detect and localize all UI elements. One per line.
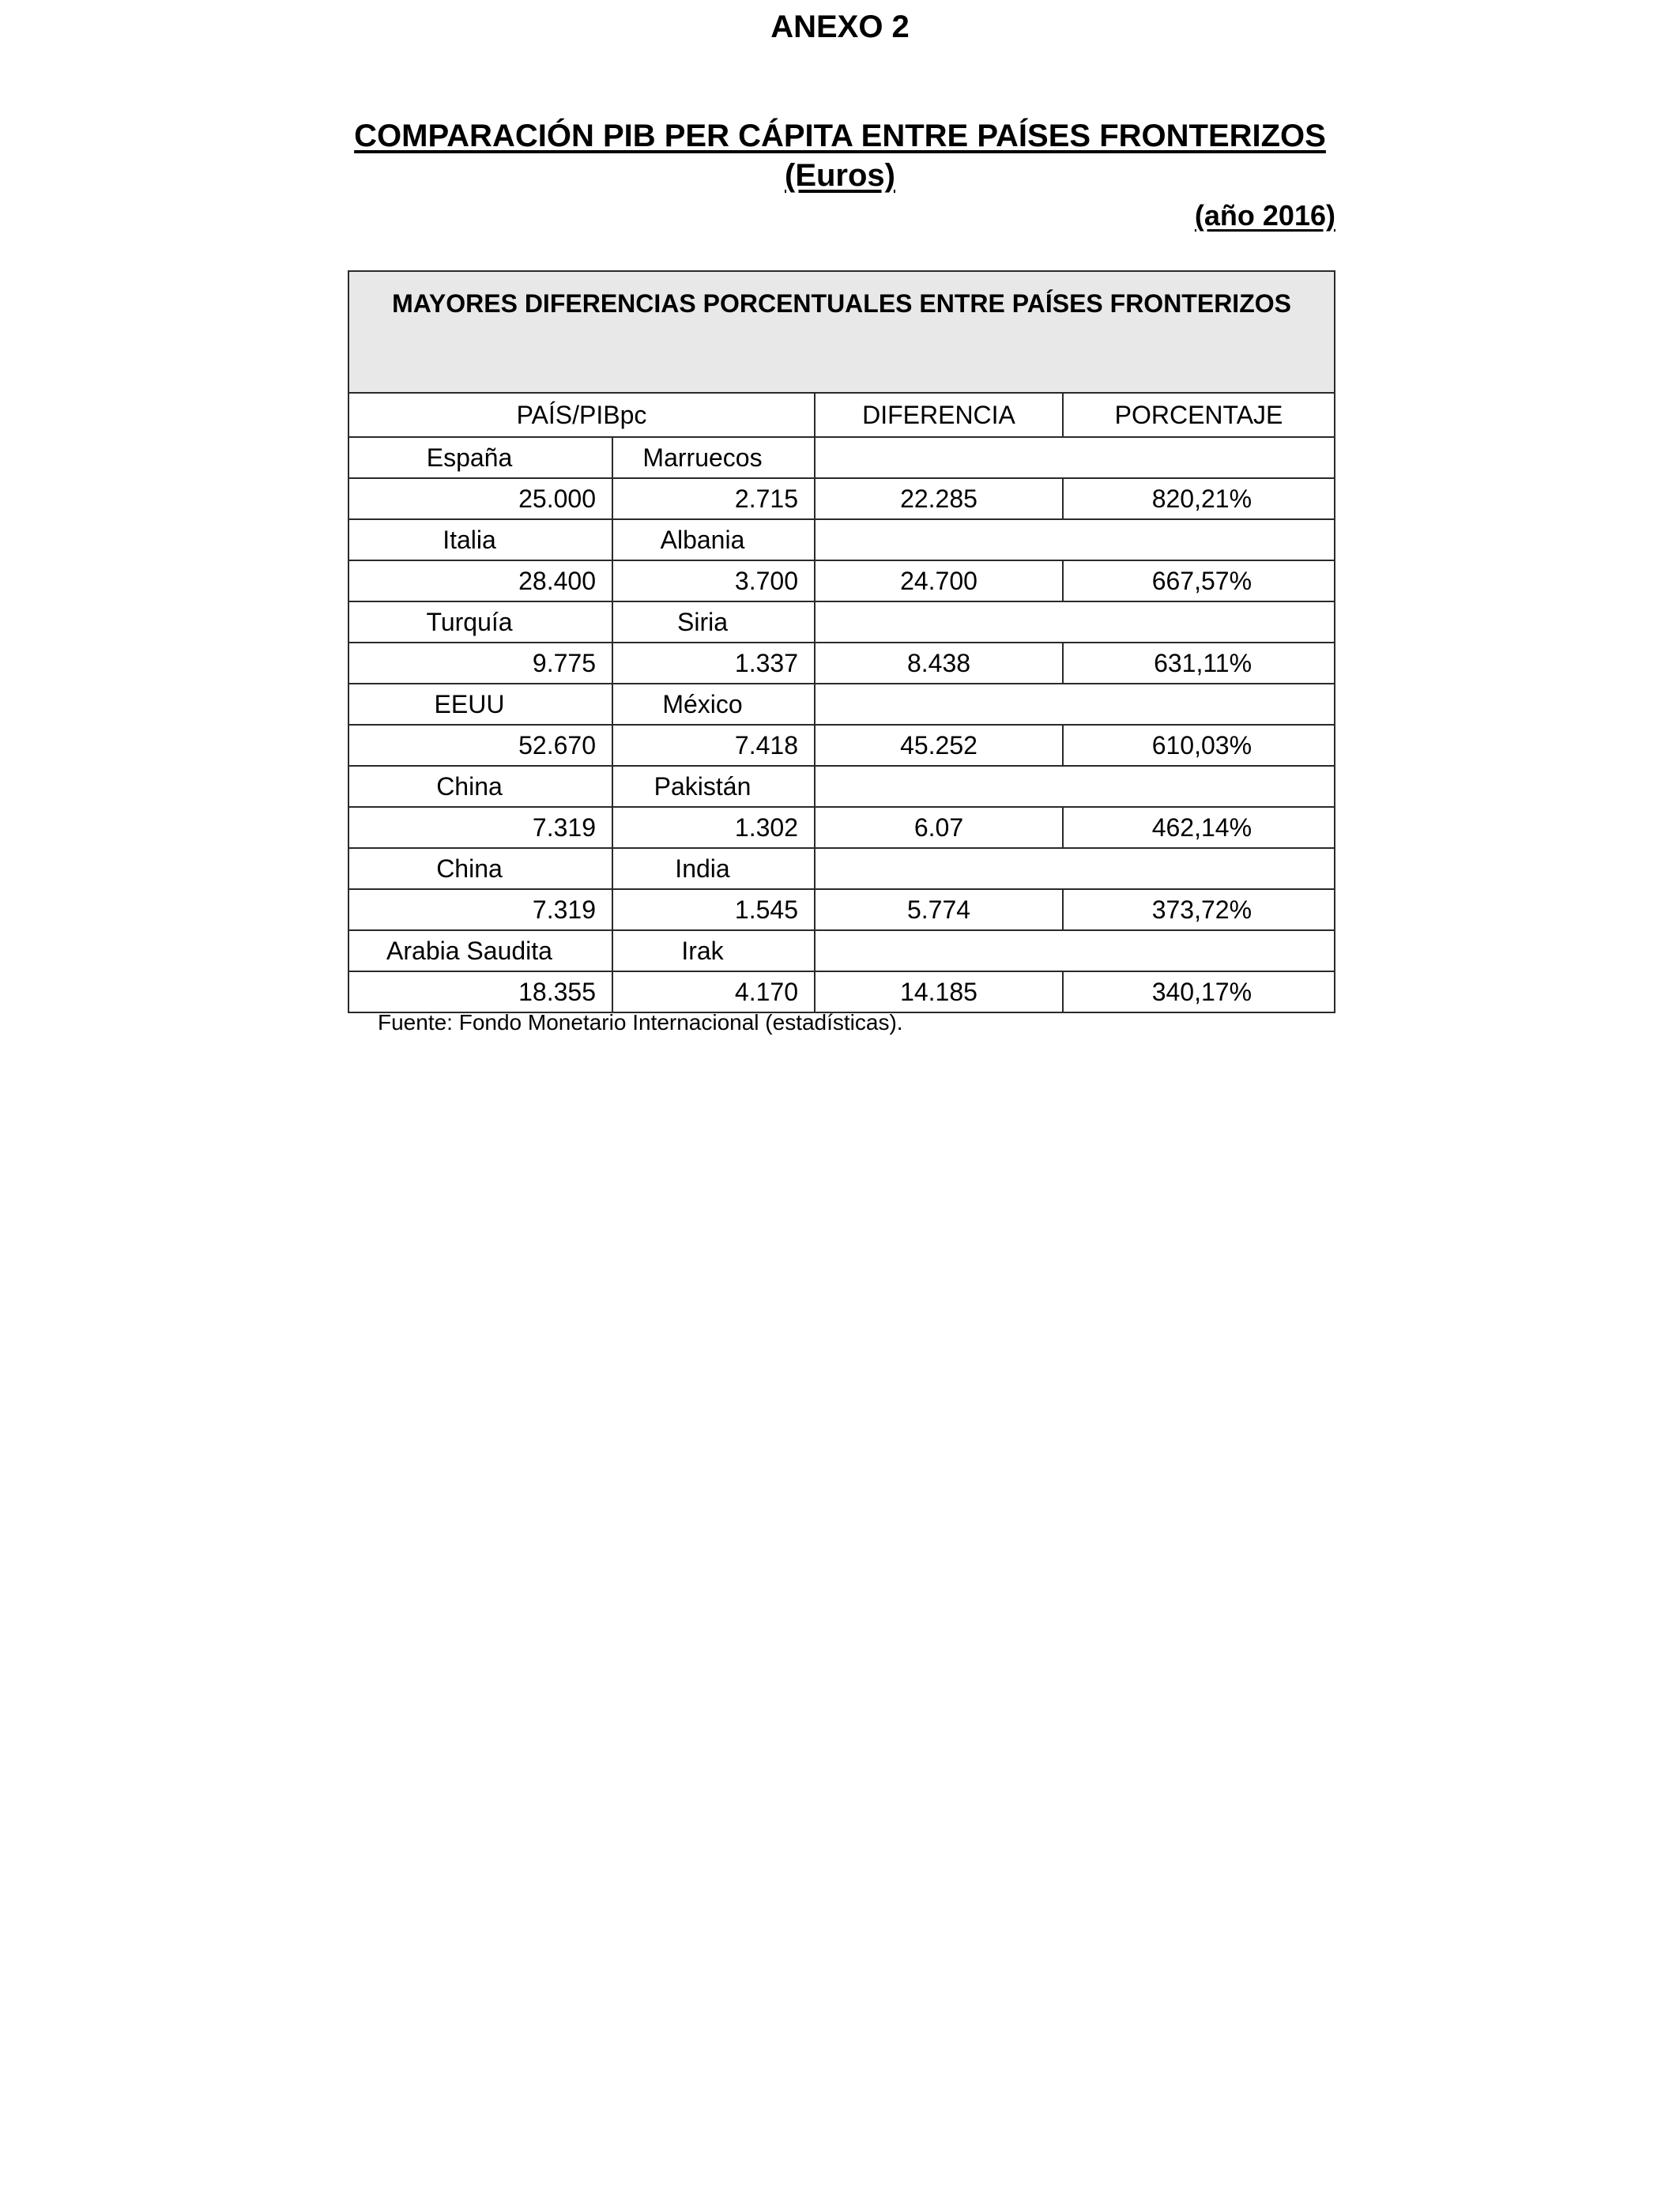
country-b-gdp: 3.700 [612,560,815,601]
percentage-value: 340,17% [1063,971,1335,1012]
percentage-value: 667,57% [1063,560,1335,601]
country-a-name: EEUU [348,684,612,725]
difference-value: 45.252 [815,725,1063,766]
country-b-gdp: 1.302 [612,807,815,848]
annex-label: ANEXO 2 [770,9,910,44]
country-b-name: Marruecos [612,437,815,478]
gdp-values-row [348,889,1335,930]
banner-row [348,271,1335,393]
country-b-gdp: 1.545 [612,889,815,930]
country-a-name: China [348,848,612,889]
empty-cell [815,601,1335,643]
document-subtitle: (Euros) [785,158,895,193]
country-b-name: Albania [612,519,815,560]
table-banner: MAYORES DIFERENCIAS PORCENTUALES ENTRE PAÍSES FRONTERIZOS [348,271,1335,393]
country-names-row [348,766,1335,807]
country-a-name: Turquía [348,601,612,643]
difference-value: 22.285 [815,478,1063,519]
country-names-row [348,684,1335,725]
country-names-row [348,519,1335,560]
country-b-name: Siria [612,601,815,643]
percentage-value: 462,14% [1063,807,1335,848]
country-a-gdp: 25.000 [348,478,612,519]
country-names-row [348,848,1335,889]
empty-cell [815,766,1335,807]
header-percentage: PORCENTAJE [1063,393,1335,437]
percentage-value: 631,11% [1063,643,1335,684]
gdp-values-row [348,725,1335,766]
country-b-name: Irak [612,930,815,971]
difference-value: 5.774 [815,889,1063,930]
country-a-name: España [348,437,612,478]
table-body [348,271,1335,1012]
country-names-row [348,437,1335,478]
gdp-values-row [348,643,1335,684]
year-label: (año 2016) [1194,199,1335,232]
country-a-name: China [348,766,612,807]
country-a-gdp: 9.775 [348,643,612,684]
empty-cell [815,848,1335,889]
country-a-name: Arabia Saudita [348,930,612,971]
country-a-gdp: 28.400 [348,560,612,601]
percentage-value: 820,21% [1063,478,1335,519]
country-names-row [348,601,1335,643]
country-a-name: Italia [348,519,612,560]
difference-value: 24.700 [815,560,1063,601]
difference-value: 8.438 [815,643,1063,684]
empty-cell [815,684,1335,725]
empty-cell [815,930,1335,971]
country-a-gdp: 7.319 [348,889,612,930]
percentage-value: 373,72% [1063,889,1335,930]
country-b-gdp: 2.715 [612,478,815,519]
header-difference: DIFERENCIA [815,393,1063,437]
source-note: Fuente: Fondo Monetario Internacional (estadísticas). [378,1010,903,1035]
header-row [348,393,1335,437]
country-b-gdp: 4.170 [612,971,815,1012]
country-b-gdp: 1.337 [612,643,815,684]
difference-value: 14.185 [815,971,1063,1012]
difference-value: 6.07 [815,807,1063,848]
percentage-value: 610,03% [1063,725,1335,766]
country-a-gdp: 18.355 [348,971,612,1012]
gdp-values-row [348,971,1335,1012]
country-a-gdp: 7.319 [348,807,612,848]
country-b-name: Pakistán [612,766,815,807]
empty-cell [815,519,1335,560]
empty-cell [815,437,1335,478]
gdp-values-row [348,560,1335,601]
country-b-gdp: 7.418 [612,725,815,766]
country-b-name: México [612,684,815,725]
country-b-name: India [612,848,815,889]
gdp-comparison-table [348,270,1335,1013]
country-names-row [348,930,1335,971]
document-title: COMPARACIÓN PIB PER CÁPITA ENTRE PAÍSES FRONTERIZOS [354,119,1326,153]
gdp-values-row [348,478,1335,519]
gdp-values-row [348,807,1335,848]
country-a-gdp: 52.670 [348,725,612,766]
header-country: PAÍS/PIBpc [348,393,815,437]
